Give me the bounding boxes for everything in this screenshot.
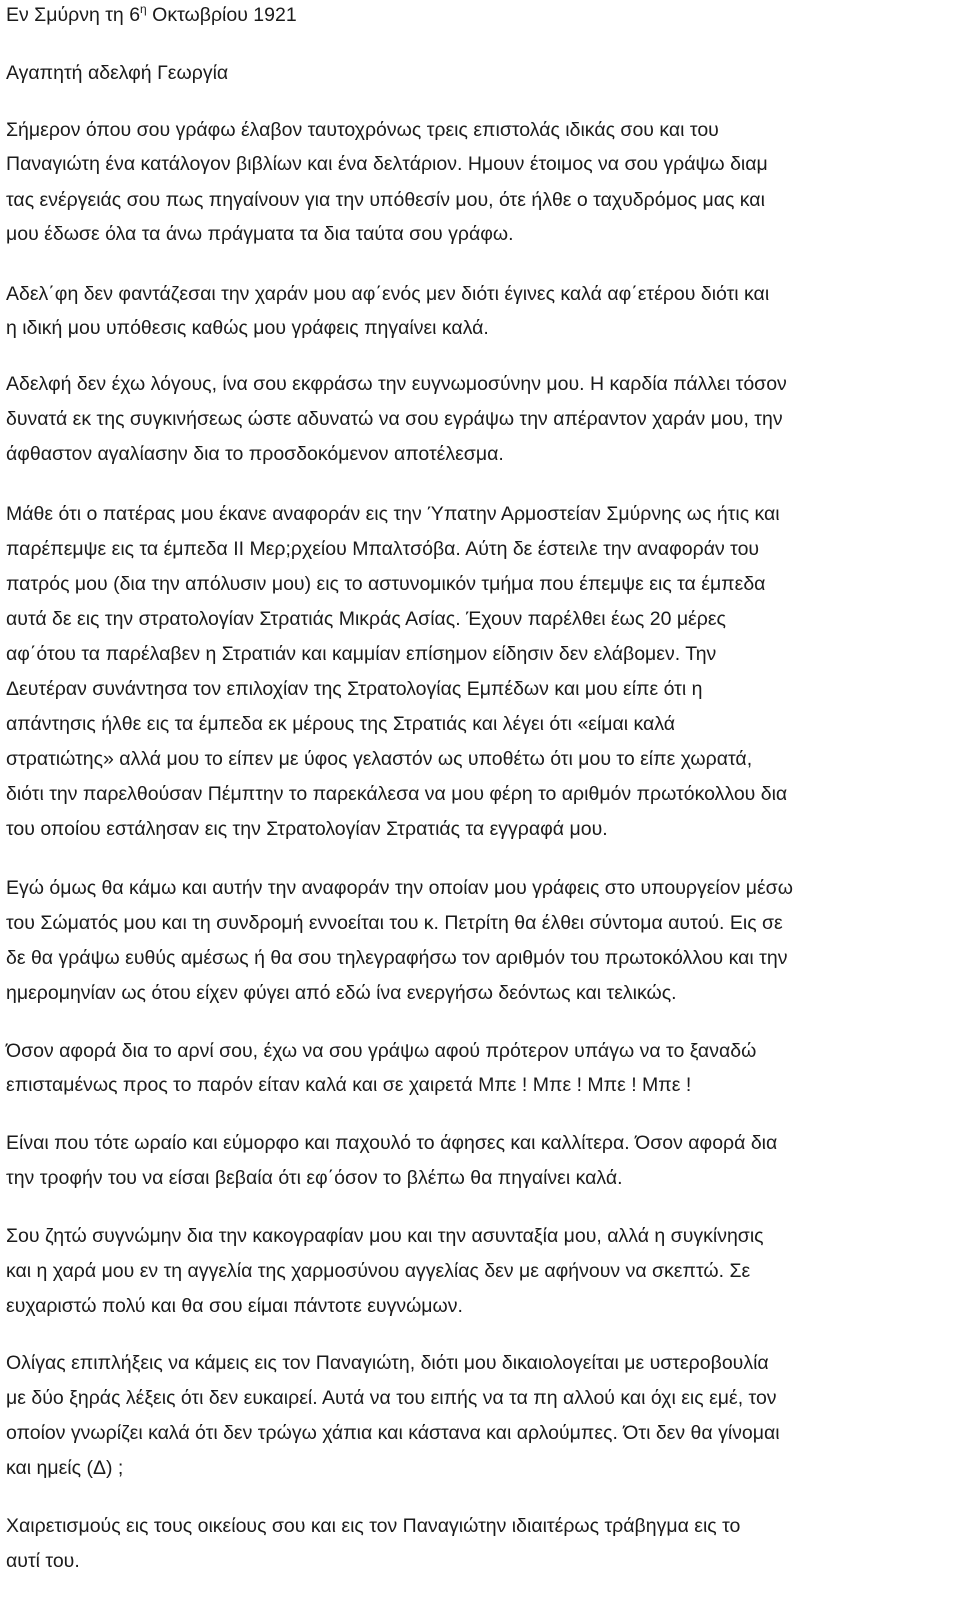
text-line: μου έδωσε όλα τα άνω πράγματα τα δια ταύτα σου γράφω. — [6, 223, 514, 245]
text-line: και η χαρά μου εν τη αγγελία της χαρμοσύνου αγγελίας δεν με αφήνουν να σκεπτώ. Σε — [6, 1260, 751, 1282]
text-line: Αδελφή δεν έχω λόγους, ίνα σου εκφράσω την ευγνωμοσύνην μου. Η καρδία πάλλει τόσον — [6, 373, 787, 395]
text-line: με δύο ξηράς λέξεις ότι δεν ευκαιρεί. Αυτά να του ειπής να τα πη αλλού και όχι εις εμέ, τον — [6, 1387, 777, 1409]
text-line: άφθαστον αγαλίασην δια το προσδοκόμενον αποτέλεσμα. — [6, 443, 504, 465]
text-line: και ημείς (Δ) ; — [6, 1457, 124, 1479]
salutation: Αγαπητή αδελφή Γεωργία — [6, 62, 229, 84]
text-line: Ολίγας επιπλήξεις να κάμεις εις τον Παναγιώτη, διότι μου δικαιολογείται με υστεροβουλία — [6, 1352, 769, 1374]
text-line: ημερομηνίαν ως ότου είχεν φύγει από εδώ ίνα ενεργήσω δεόντως και τελικώς. — [6, 982, 677, 1004]
text-line: απάντησις ήλθε εις τα έμπεδα εκ μέρους της Στρατιάς και λέγει ότι «είμαι καλά — [6, 713, 676, 735]
text-line: Μάθε ότι ο πατέρας μου έκανε αναφοράν εις την Ύπατην Αρμοστείαν Σμύρνης ως ήτις και — [6, 503, 780, 525]
text-line: αυτί του. — [6, 1550, 80, 1572]
text-line: του Σώματός μου και τη συνδρομή εννοείται του κ. Πετρίτη θα έλθει σύντομα αυτού. Εις σε — [6, 912, 783, 934]
text-line: διότι την παρελθούσαν Πέμπτην το παρεκάλεσα να μου φέρη το αριθμόν πρωτόκολλου δια — [6, 783, 788, 805]
text-line: Παναγιώτη ένα κατάλογον βιβλίων και ένα δελτάριον. Ημουν έτοιμος να σου γράψω διαμ — [6, 153, 768, 175]
text-line: στρατιώτης» αλλά μου το είπεν με ύφος γελαστόν ως υποθέτω ότι μου το είπε χωρατά, — [6, 748, 753, 770]
dateline-superscript: η — [140, 2, 147, 16]
text-line: ευχαριστώ πολύ και θα σου είμαι πάντοτε ευγνώμων. — [6, 1295, 463, 1317]
text-line: αφ΄ότου τα παρέλαβεν η Στρατιάν και καμμίαν επίσημον είδησιν δεν ελάβομεν. Την — [6, 643, 717, 665]
text-line: του οποίου εστάλησαν εις την Στρατολογίαν Στρατιάς τα εγγραφά μου. — [6, 818, 608, 840]
text-line: επισταμένως προς το παρόν είταν καλά και σε χαιρετά Μπε ! Μπε ! Μπε ! Μπε ! — [6, 1074, 692, 1096]
text-line: Χαιρετισμούς εις τους οικείους σου και εις τον Παναγιώτην ιδιαιτέρως τράβηγμα εις το — [6, 1515, 741, 1537]
text-line: την τροφήν του να είσαι βεβαία ότι εφ΄όσον το βλέπω θα πηγαίνει καλά. — [6, 1167, 623, 1189]
text-line: Είναι που τότε ωραίο και εύμορφο και παχουλό το άφησες και καλλίτερα. Όσον αφορά δια — [6, 1132, 778, 1154]
text-line: Δευτέραν συνάντησα τον επιλοχίαν της Στρατολογίας Εμπέδων και μου είπε ότι η — [6, 678, 703, 700]
text-line: Όσον αφορά δια το αρνί σου, έχω να σου γράψω αφού πρότερον υπάγω να το ξαναδώ — [6, 1040, 757, 1062]
text-line: πατρός μου (δια την απόλυσιν μου) εις το αστυνομικόν τμήμα που έπεμψε εις τα έμπεδα — [6, 573, 766, 595]
text-line: Αδελ΄φη δεν φαντάζεσαι την χαράν μου αφ΄ενός μεν διότι έγινες καλά αφ΄ετέρου διότι και — [6, 283, 770, 305]
text-line: οποίον γνωρίζει καλά ότι δεν τρώγω χάπια και κάστανα και αρλούμπες. Ότι δεν θα γίνομαι — [6, 1422, 780, 1444]
dateline-suffix: Οκτωβρίου 1921 — [146, 4, 297, 26]
text-line: δε θα γράψω ευθύς αμέσως ή θα σου τηλεγραφήσω τον αριθμόν του πρωτοκόλλου και την — [6, 947, 788, 969]
text-line: η ιδική μου υπόθεσις καθώς μου γράφεις πηγαίνει καλά. — [6, 317, 489, 339]
text-line: παρέπεμψε εις τα έμπεδα ΙΙ Μερ;ρχείου Μπαλτσόβα. Αύτη δε έστειλε την αναφοράν του — [6, 538, 760, 560]
text-line: Σου ζητώ συγνώμην δια την κακογραφίαν μου και την ασυνταξία μου, αλλά η συγκίνησις — [6, 1225, 764, 1247]
dateline-prefix: Εν Σμύρνη τη 6 — [6, 4, 141, 26]
text-line: τας ενέργειάς σου πως πηγαίνουν για την υπόθεσίν μου, ότε ήλθε ο ταχυδρόμος μας και — [6, 189, 765, 211]
text-line: αυτά δε εις την στρατολογίαν Στρατιάς Μικράς Ασίας. Έχουν παρέλθει έως 20 μέρες — [6, 608, 726, 630]
dateline — [6, 3, 297, 27]
text-line: Σήμερον όπου σου γράφω έλαβον ταυτοχρόνως τρεις επιστολάς ιδικάς σου και του — [6, 119, 719, 141]
text-line: Εγώ όμως θα κάμω και αυτήν την αναφοράν την οποίαν μου γράφεις στο υπουργείον μέσω — [6, 877, 793, 899]
text-line: δυνατά εκ της συγκινήσεως ώστε αδυνατώ να σου εγράψω την απέραντον χαράν μου, την — [6, 408, 783, 430]
